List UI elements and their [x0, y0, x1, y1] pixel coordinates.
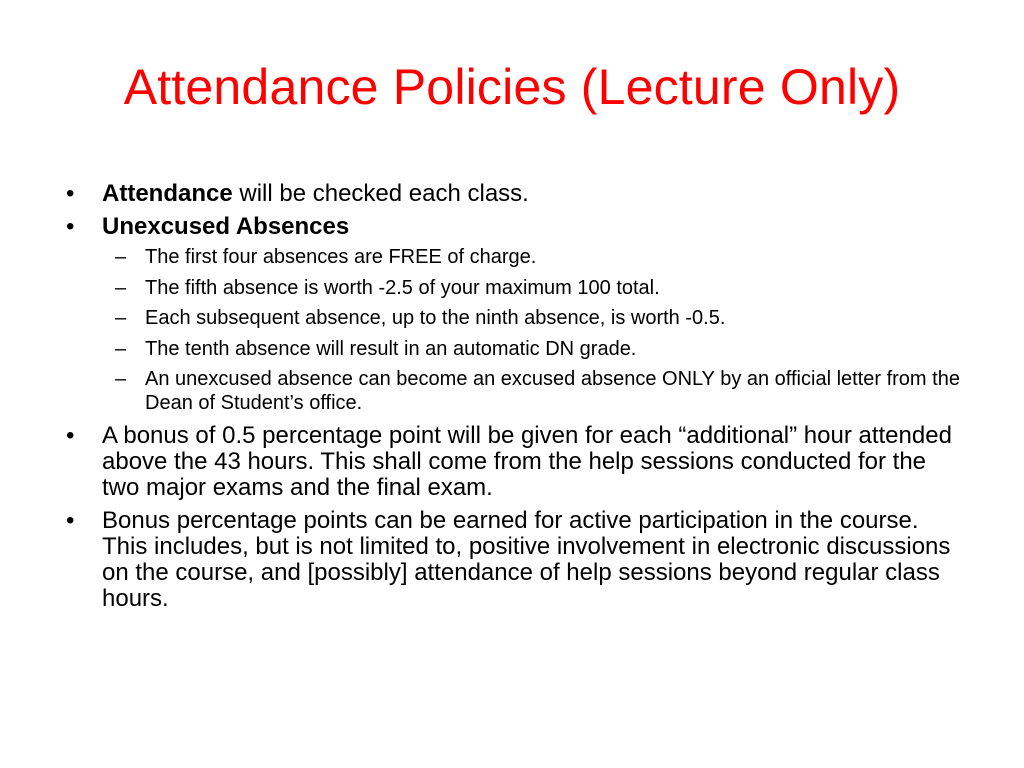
bullet-bonus-participation — [64, 508, 964, 612]
bullet-text — [102, 181, 964, 207]
sub-item — [115, 246, 964, 270]
sub-item — [115, 307, 964, 331]
sub-item — [115, 338, 964, 362]
dash-marker: – — [115, 276, 127, 299]
bullet-attendance — [64, 181, 964, 207]
bullet-bold: Attendance — [102, 180, 233, 207]
bullet-bonus-hours — [64, 423, 964, 501]
bullet-marker: • — [66, 213, 75, 240]
sub-item — [115, 368, 964, 415]
bullet-unexcused-absences — [64, 214, 964, 240]
sub-item-text: The fifth absence is worth -2.5 of your maximum 100 total. — [145, 276, 660, 299]
sub-item — [115, 277, 964, 301]
dash-marker: – — [115, 337, 127, 360]
sub-item-text: An unexcused absence can become an excused absence ONLY by an official letter from the Dean of Student’s office. — [145, 368, 960, 414]
sub-item-text: The tenth absence will result in an automatic DN grade. — [145, 337, 637, 360]
dash-marker: – — [115, 246, 127, 268]
bullet-text: A bonus of 0.5 percentage point will be given for each “additional” hour attended above the 43 hours. This shall come from the help sessions conducted for the two major exams and the final exam. — [102, 422, 952, 501]
bullet-rest: will be checked each class. — [232, 180, 529, 207]
bullet-text — [102, 214, 964, 240]
sub-item-text: Each subsequent absence, up to the ninth absence, is worth -0.5. — [145, 307, 726, 329]
sub-item-text: The first four absences are FREE of charge. — [145, 246, 537, 268]
bullet-text: Bonus percentage points can be earned for active participation in the course. This includes, but is not limited to, positive involvement in electronic discussions on the course, and [possibly] attendance of help sessions beyond regular class hours. — [102, 507, 951, 612]
slide-title: Attendance Policies (Lecture Only) — [123, 59, 901, 115]
slide-body — [64, 181, 964, 619]
dash-marker: – — [115, 307, 127, 329]
bullet-bold: Unexcused Absences — [102, 213, 350, 240]
bullet-marker: • — [66, 180, 75, 207]
bullet-marker: • — [66, 422, 75, 449]
dash-marker: – — [115, 368, 127, 390]
sub-list-unexcused-absences — [64, 246, 964, 415]
bullet-marker: • — [66, 507, 75, 534]
